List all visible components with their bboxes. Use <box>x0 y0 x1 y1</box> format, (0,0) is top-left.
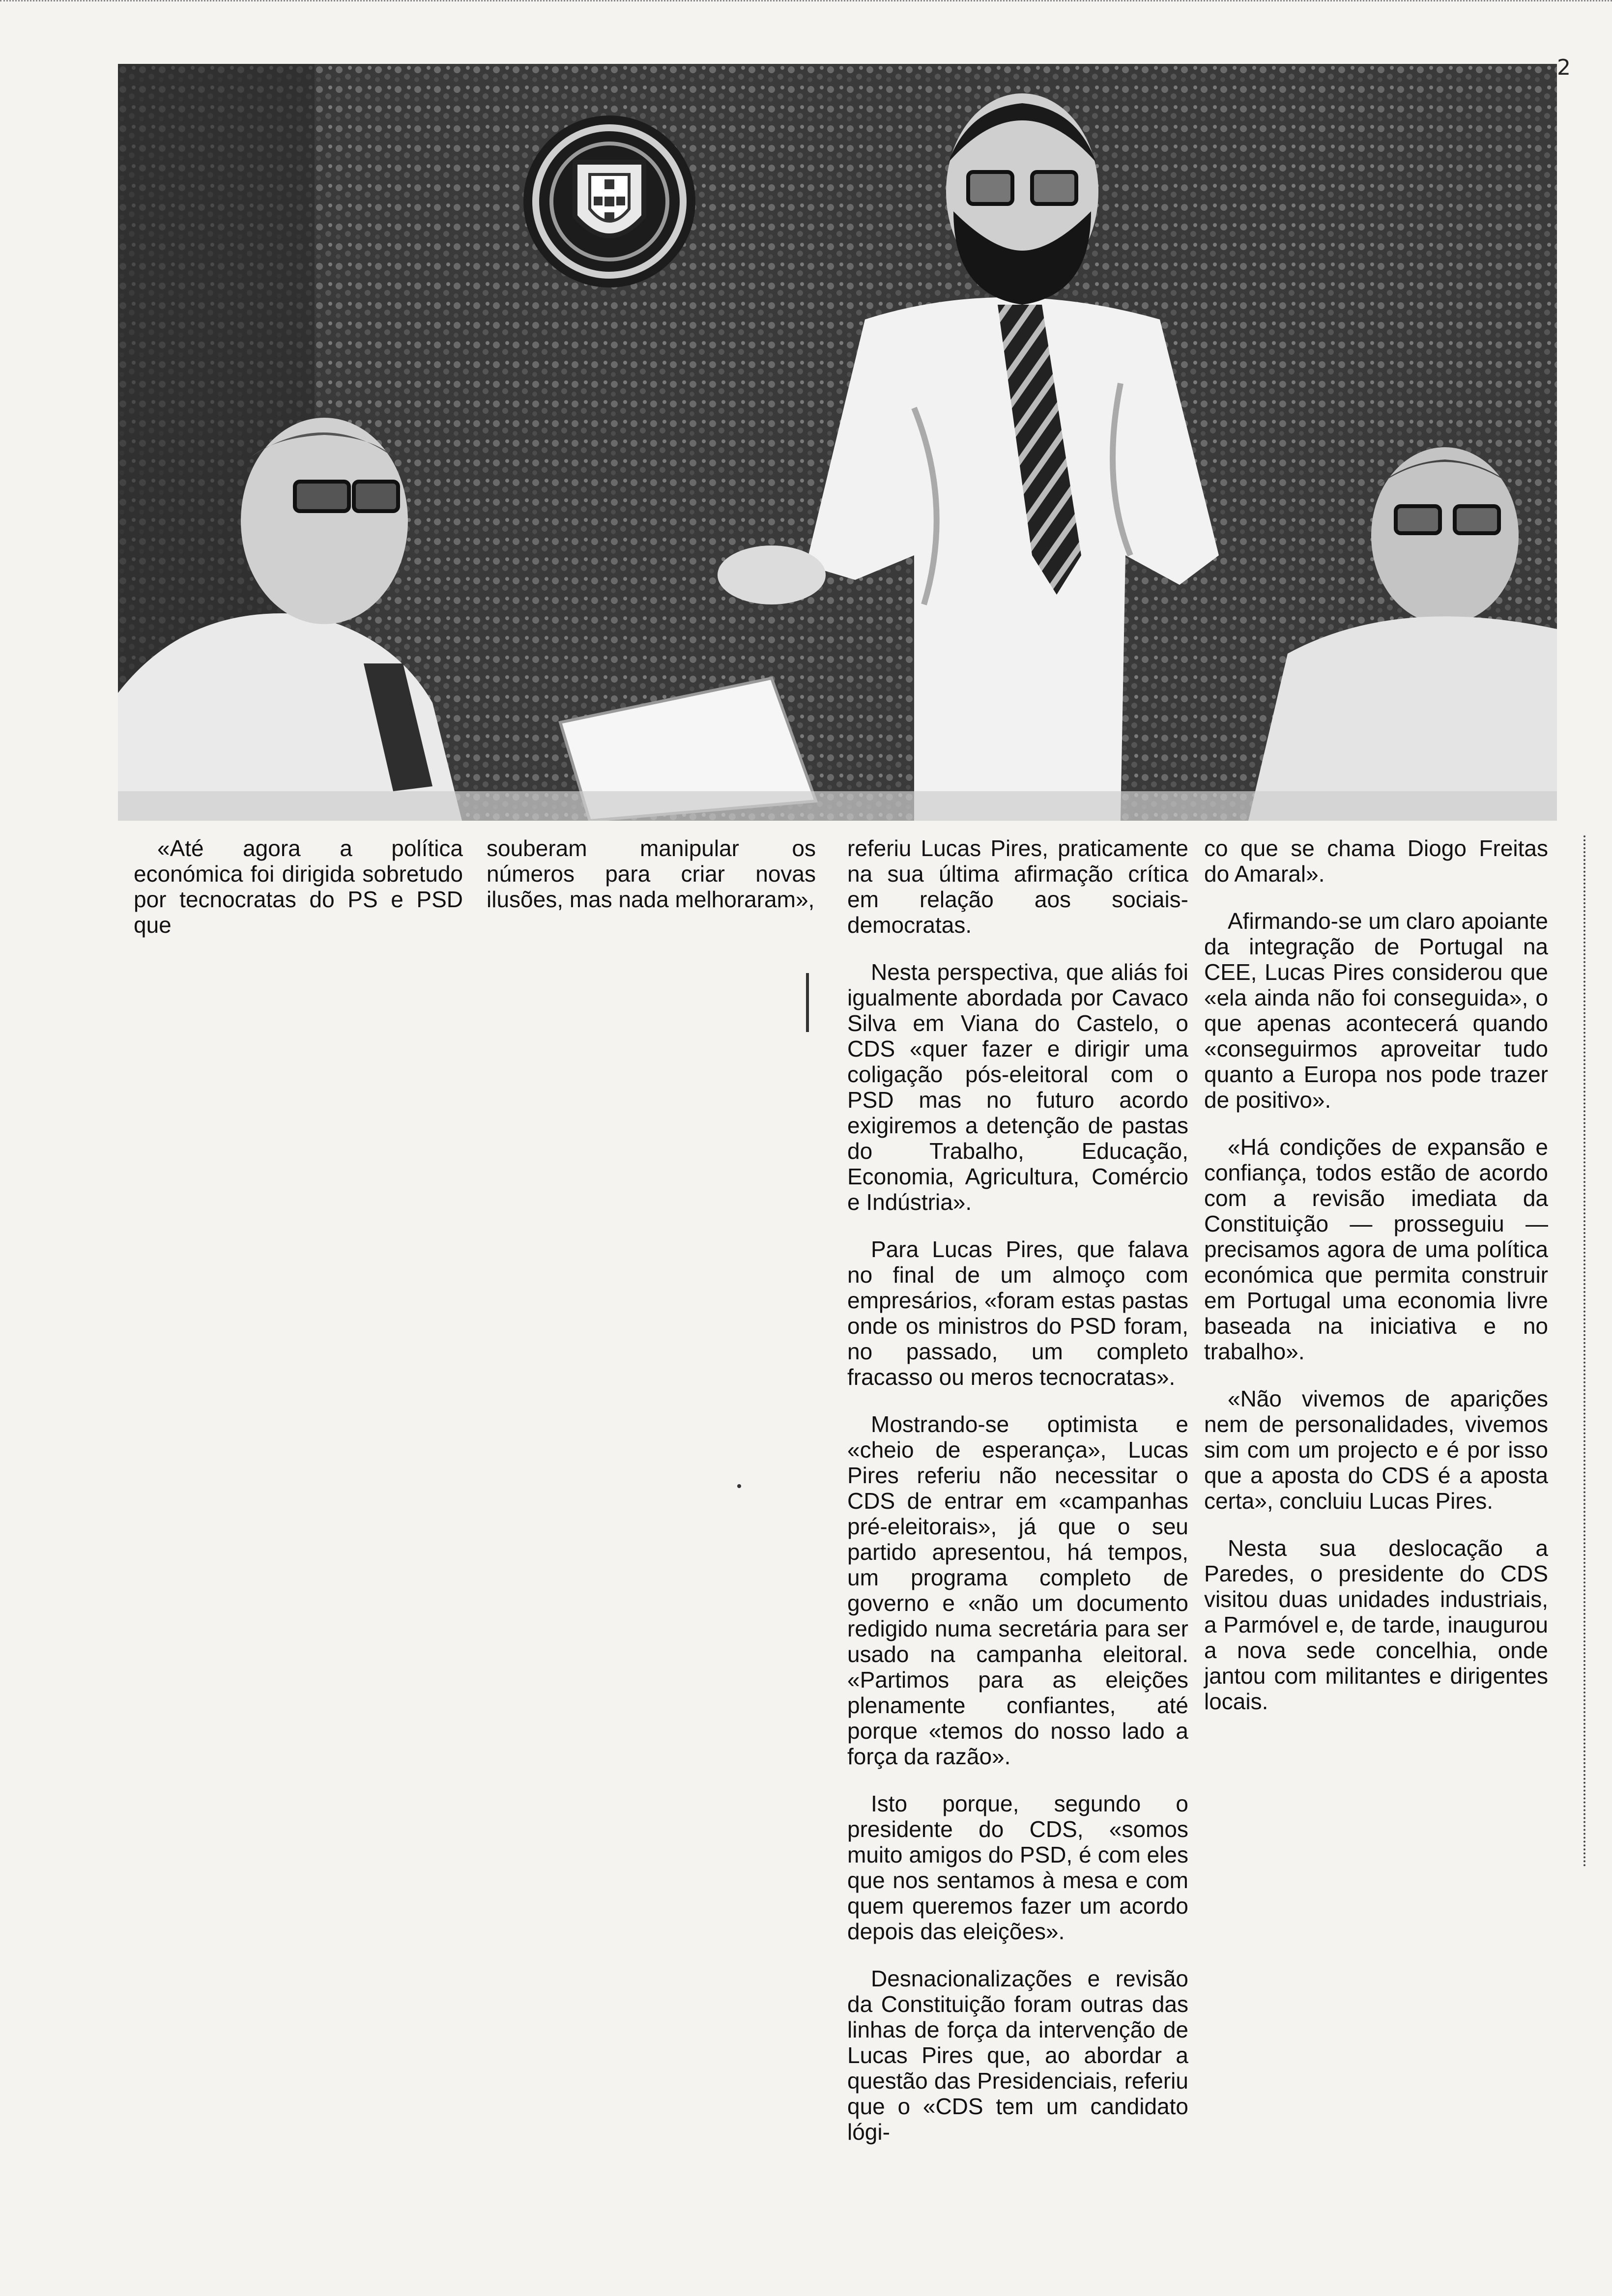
paragraph: co que se chama Diogo Freitas do Amaral». <box>1204 835 1548 887</box>
edge-rule <box>1583 835 1587 1867</box>
paragraph: Mostrando-se optimista e «cheio de esperança», Lucas Pires referiu não necessitar o CDS de entrar em «campanhas pré-eleitorais», já que o seu partido apresentou, há tempos, um programa completo de governo e «não um documento redigido numa secretária para ser usado na campanha eleitoral. «Partimos para as eleições plenamente confiantes, até porque «temos do nosso lado a força da razão». <box>847 1411 1188 1769</box>
article-column-3 <box>847 835 1188 2166</box>
paragraph: «Há condições de expansão e confiança, todos estão de acordo com a revisão imediata da Constituição — prosseguiu — precisamos agora de uma política económica que permita construir em Portugal uma economia livre baseada na iniciativa e no trabalho». <box>1204 1134 1548 1364</box>
page-top-border <box>0 0 1612 21</box>
article-column-2 <box>487 835 816 934</box>
coat-of-arms-emblem <box>523 115 695 287</box>
print-mark <box>806 973 809 1032</box>
paragraph: Desnacionalizações e revisão da Constituição foram outras das linhas de força da intervenção de Lucas Pires que, ao abordar a questão das Presidenciais, referiu que o «CDS tem um candidato lógi- <box>847 1966 1188 2145</box>
paragraph: Isto porque, segundo o presidente do CDS, «somos muito amigos do PSD, é com eles que nos sentamos à mesa e com quem queremos fazer um acordo depois das eleições». <box>847 1791 1188 1944</box>
paragraph: Para Lucas Pires, que falava no final de um almoço com empresários, «foram estas pastas onde os ministros do PSD foram, no passado, um completo fracasso ou meros tecnocratas». <box>847 1236 1188 1390</box>
paragraph: Afirmando-se um claro apoiante da integração de Portugal na CEE, Lucas Pires considerou que «ela ainda não foi conseguida», o que apenas acontecerá quando «conseguirmos aproveitar tudo quanto a Europa nos pode trazer de positivo». <box>1204 908 1548 1113</box>
print-speck <box>737 1484 741 1488</box>
photo-illustration <box>118 64 1557 821</box>
table-edge <box>118 791 1557 821</box>
paragraph: referiu Lucas Pires, praticamente na sua última afirmação crítica em relação aos sociais-democratas. <box>847 835 1188 938</box>
paragraph: Nesta perspectiva, que aliás foi igualmente abordada por Cavaco Silva em Viana do Castelo, o CDS «quer fazer e dirigir uma coligação pós-eleitoral com o PSD mas no futuro acordo exigiremos a detenção de pastas do Trabalho, Educação, Economia, Agricultura, Comércio e Indústria». <box>847 959 1188 1215</box>
paragraph: Nesta sua deslocação a Paredes, o presidente do CDS visitou duas unidades industriais, a Parmóvel e, de tarde, inaugurou a nova sede concelhia, onde jantou com militantes e dirigentes locais. <box>1204 1535 1548 1714</box>
page-number: 2 <box>1557 55 1571 80</box>
paragraph: souberam manipular os números para criar novas ilusões, mas nada melhoraram», <box>487 835 816 912</box>
news-photo <box>118 64 1557 821</box>
article-column-1 <box>134 835 463 959</box>
article-column-4 <box>1204 835 1548 1736</box>
paragraph: «Não vivemos de aparições nem de personalidades, vivemos sim com um projecto e é por isso que a aposta do CDS é a aposta certa», concluiu Lucas Pires. <box>1204 1386 1548 1514</box>
paragraph: «Até agora a política económica foi dirigida sobretudo por tecnocratas do PS e PSD que <box>134 835 463 938</box>
